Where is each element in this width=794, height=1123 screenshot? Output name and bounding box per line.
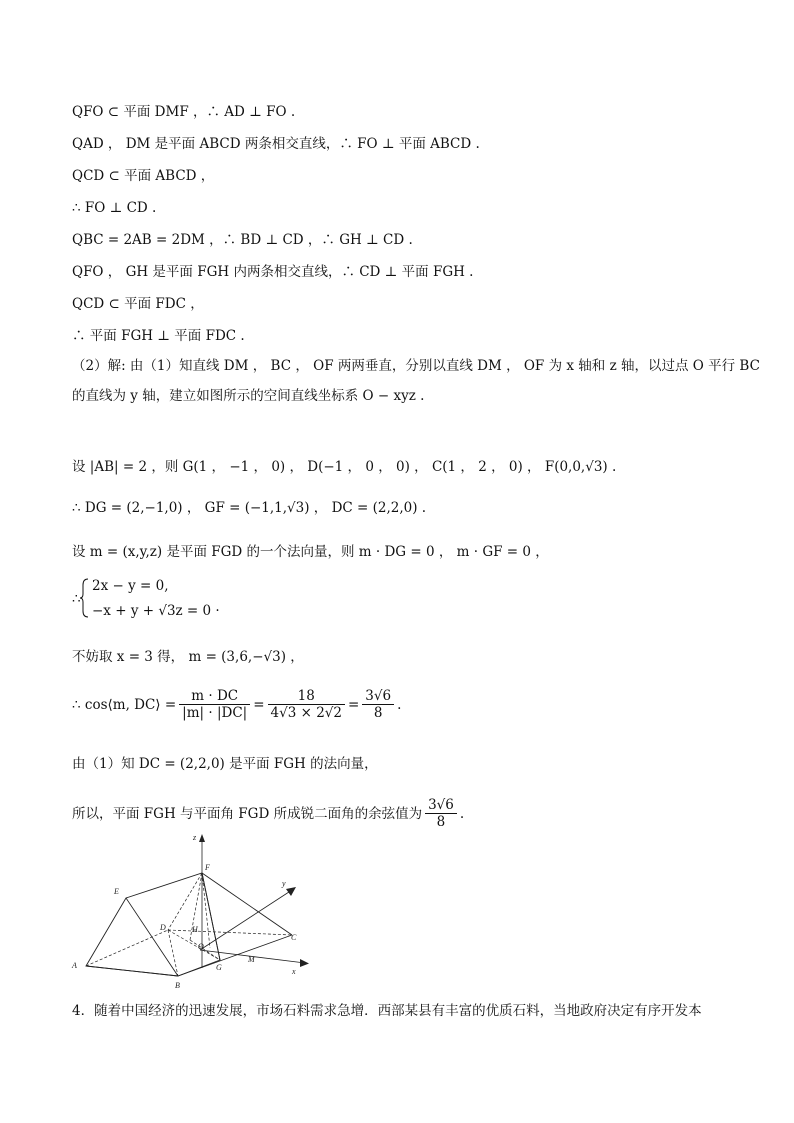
label-H: H (192, 925, 198, 934)
cosine-frac-1 (179, 688, 250, 721)
cosine-frac-2 (268, 688, 345, 721)
part2-line-2: 的直线为 y 轴，建立如图所示的空间直线坐标系 O − xyz . (72, 388, 425, 404)
proof-line-6: QFO ， GH 是平面 FGH 内两条相交直线，∴ CD ⊥ 平面 FGH . (72, 264, 474, 280)
proof-line-5: QBC = 2AB = 2DM ，∴ BD ⊥ CD ，∴ GH ⊥ CD . (72, 232, 413, 248)
label-F: F (205, 863, 210, 872)
proof-line-4: ∴ FO ⊥ CD . (72, 200, 157, 216)
proof-line-8: ∴ 平面 FGH ⊥ 平面 FDC . (72, 328, 245, 344)
label-x: x (292, 967, 296, 976)
proof-line-1: QFO ⊂ 平面 DMF ，∴ AD ⊥ FO . (72, 104, 296, 120)
system-eq-1: 2x − y = 0, (92, 578, 169, 594)
label-M: M (248, 955, 255, 964)
vectors-line: ∴ DG = (2,−1,0) ， GF = (−1,1,√3) ， DC = (2,2,0) . (72, 500, 427, 516)
period: . (397, 696, 402, 713)
system-brace (80, 578, 90, 618)
conclusion-frac-den: 8 (436, 814, 446, 830)
equals-sign-1: = (253, 696, 265, 713)
conclusion-text: 所以，平面 FGH 与平面角 FGD 所成锐二面角的余弦值为 (72, 805, 423, 822)
label-C: C (291, 933, 297, 942)
proof-line-7: QCD ⊂ 平面 FDC ， (72, 296, 204, 312)
part2-line-1: （2）解: 由（1）知直线 DM ， BC ， OF 两两垂直，分别以直线 DM ， OF 为 x 轴和 z 轴，以过点 O 平行 BC (72, 358, 760, 374)
cosine-lhs: ∴ cos⟨m, DC⟩ = (72, 696, 177, 713)
frac1-den: |m| · |DC| (182, 705, 248, 721)
label-z: z (193, 833, 197, 842)
problem-4-line: 4．随着中国经济的迅速发展，市场石料需求急增．西部某县有丰富的优质石料，当地政府决定有序开发本 (72, 1003, 702, 1019)
label-O: O (198, 942, 204, 951)
system-eq-2: −x + y + √3z = 0 · (92, 603, 220, 619)
frac1-num: m · DC (179, 688, 250, 705)
proof-line-2: QAD ， DM 是平面 ABCD 两条相交直线，∴ FO ⊥ 平面 ABCD . (72, 136, 480, 152)
equals-sign-2: = (347, 696, 360, 713)
period: . (459, 805, 465, 822)
cosine-frac-3 (362, 688, 394, 721)
normal-fgh-line: 由（1）知 DC = (2,2,0) 是平面 FGH 的法向量， (72, 756, 378, 772)
label-B: B (175, 981, 180, 990)
frac3-den: 8 (373, 705, 383, 721)
proof-line-3: QCD ⊂ 平面 ABCD ， (72, 168, 215, 184)
label-D: D (160, 923, 166, 932)
geometry-figure (60, 828, 320, 993)
frac2-den: 4√3 × 2√2 (270, 705, 342, 721)
frac2-num: 18 (268, 688, 345, 705)
label-E: E (114, 887, 119, 896)
cosine-line (72, 688, 401, 721)
frac3-num: 3√6 (362, 688, 394, 705)
therefore-symbol: ∴ (72, 591, 81, 607)
label-y: y (282, 879, 286, 888)
normal-vector-line: 设 m = (x,y,z) 是平面 FGD 的一个法向量，则 m · DG = 0 ， m · GF = 0 ， (72, 544, 549, 560)
conclusion-line (72, 797, 464, 830)
label-A: A (72, 961, 77, 970)
coords-line: 设 |AB| = 2 ，则 G(1 ， −1 ， 0) ， D(−1 ， 0 ， 0) ， C(1 ， 2 ， 0) ， F(0,0,√3) . (72, 459, 617, 475)
choose-x-line: 不妨取 x = 3 得， m = (3,6,−√3) ， (72, 649, 304, 665)
label-G: G (216, 963, 222, 972)
conclusion-frac-num: 3√6 (425, 797, 457, 814)
conclusion-frac (425, 797, 457, 830)
